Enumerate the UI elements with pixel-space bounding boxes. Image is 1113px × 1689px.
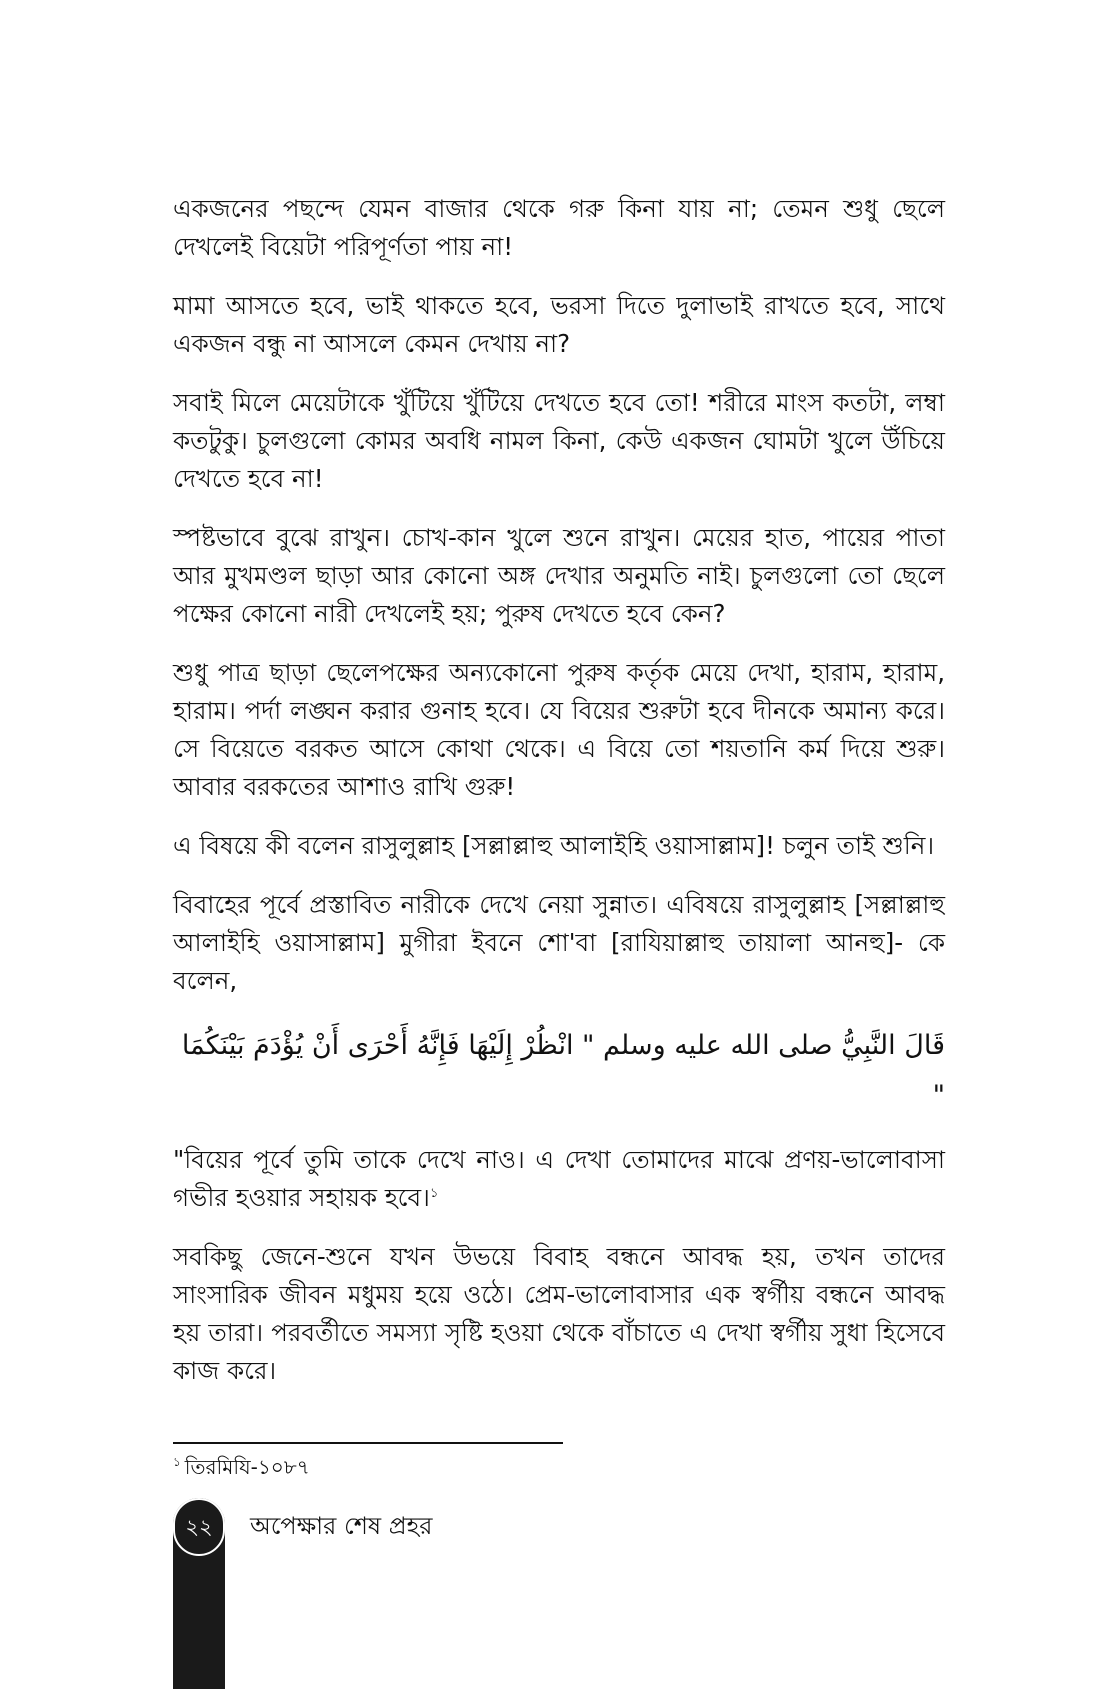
paragraph-6: এ বিষয়ে কী বলেন রাসুলুল্লাহ [সল্লাল্লাহু আলাইহি ওয়াসাল্লাম]! চলুন তাই শুনি।: [173, 831, 935, 860]
paragraph-8-translation: [173, 1141, 945, 1217]
footnote-marker[interactable]: ১: [429, 1185, 439, 1201]
paragraph-5: শুধু পাত্র ছাড়া ছেলেপক্ষের অন্যকোনো পুরুষ কর্তৃক মেয়ে দেখা, হারাম, হারাম, হারাম। পর্দা লঙ্ঘন করার গুনাহ হবে। যে বিয়ের শুরুটা হবে দীনকে অমান্য করে। সে বিয়েতে বরকত আসে কোথা থেকে। এ বিয়ে তো শয়তানি কর্ম দিয়ে শুরু। আবার বরকতের আশাও রাখি গুরু!: [173, 658, 945, 801]
main-text: [173, 190, 945, 1411]
paragraph-9: সবকিছু জেনে-শুনে যখন উভয়ে বিবাহ বন্ধনে আবদ্ধ হয়, তখন তাদের সাংসারিক জীবন মধুময় হয়ে ওঠে। প্রেম-ভালোবাসার এক স্বর্গীয় বন্ধনে আবদ্ধ হয় তারা। পরবর্তীতে সমস্যা সৃষ্টি হওয়া থেকে বাঁচাতে এ দেখা স্বর্গীয় সুধা হিসেবে কাজ করে।: [173, 1242, 945, 1385]
paragraph-3: সবাই মিলে মেয়েটাকে খুঁটিয়ে খুঁটিয়ে দেখতে হবে তো! শরীরে মাংস কতটা, লম্বা কতটুকু। চুলগুলো কোমর অবধি নামল কিনা, কেউ একজন ঘোমটা খুলে উঁচিয়ে দেখতে হবে না!: [173, 388, 945, 493]
running-book-title: অপেক্ষার শেষ প্রহর: [250, 1512, 433, 1540]
footnote-number: ১: [173, 1455, 181, 1470]
paragraph-1: একজনের পছন্দে যেমন বাজার থেকে গরু কিনা যায় না; তেমন শুধু ছেলে দেখলেই বিয়েটা পরিপূর্ণতা পায় না!: [173, 194, 945, 261]
paragraph-2: মামা আসতে হবে, ভাই থাকতে হবে, ভরসা দিতে দুলাভাই রাখতে হবে, সাথে একজন বন্ধু না আসলে কেমন দেখায় না?: [173, 291, 945, 358]
paragraph-4: স্পষ্টভাবে বুঝে রাখুন। চোখ-কান খুলে শুনে রাখুন। মেয়ের হাত, পায়ের পাতা আর মুখমণ্ডল ছাড়া আর কোনো অঙ্গ দেখার অনুমতি নাই। চুলগুলো তো ছেলে পক্ষের কোনো নারী দেখলেই হয়; পুরুষ দেখতে হবে কেন?: [173, 523, 945, 628]
hadith-arabic-quote: قَالَ النَّبِيُّ صلى الله عليه وسلم " انْظُرْ إِلَيْهَا فَإِنَّهُ أَحْرَى أَنْ يُؤْدَمَ بَيْنَكُمَا ": [181, 1030, 945, 1111]
translation-text: "বিয়ের পূর্বে তুমি তাকে দেখে নাও। এ দেখা তোমাদের মাঝে প্রণয়-ভালোবাসা গভীর হওয়ার সহায়ক হবে।: [173, 1145, 945, 1212]
footnote-text: তিরমিযি-১০৮৭: [184, 1455, 310, 1479]
footnote-divider: [173, 1442, 563, 1444]
paragraph-7: বিবাহের পূর্বে প্রস্তাবিত নারীকে দেখে নেয়া সুন্নাত। এবিষয়ে রাসুলুল্লাহ [সল্লাল্লাহু আলাইহি ওয়াসাল্লাম] মুগীরা ইবনে শো'বা [রাযিয়াল্লাহু তায়ালা আনহু]- কে বলেন,: [173, 890, 945, 995]
footnote: [173, 1452, 310, 1482]
page-number: ২২: [173, 1498, 225, 1556]
